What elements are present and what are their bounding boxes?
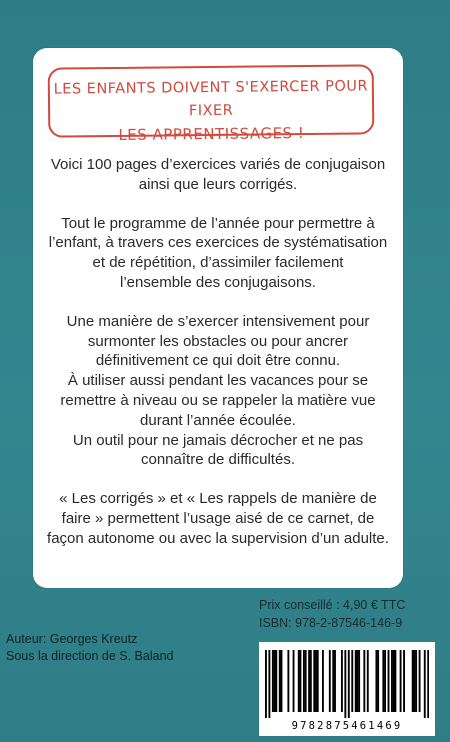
- barcode-bar: [265, 650, 267, 718]
- barcode-bar: [375, 650, 377, 712]
- barcode-bar: [303, 650, 305, 712]
- barcode-bar: [300, 650, 302, 712]
- barcode-bar: [310, 650, 312, 712]
- description-text: [44, 155, 392, 568]
- barcode-bar: [356, 650, 358, 712]
- text-line: l’enfant, à travers ces exercices de systématisation: [48, 234, 388, 252]
- barcode-bar: [279, 650, 281, 712]
- paragraph-method: [44, 312, 392, 470]
- text-line: remettre à niveau ou se rappeler la matière vue: [60, 391, 376, 409]
- text-line: ainsi que leurs corrigés.: [138, 175, 298, 193]
- barcode-bar: [393, 650, 395, 712]
- barcode-bar: [377, 650, 379, 712]
- barcode-bar: [363, 650, 365, 712]
- barcode-bar: [315, 650, 317, 712]
- barcode-bar: [341, 650, 343, 712]
- headline-banner: [48, 64, 375, 144]
- banner-line-1: LES ENFANTS DOIVENT S'EXERCER POUR FIXER: [53, 78, 369, 120]
- barcode-bar: [382, 650, 384, 712]
- barcode-bar: [391, 650, 393, 712]
- author-info: [6, 631, 173, 665]
- text-line: connaître de difficultés.: [141, 451, 295, 469]
- barcode-bar: [317, 650, 319, 712]
- barcode: [259, 642, 435, 736]
- barcode-bar: [394, 650, 396, 712]
- text-line: Tout le programme de l’année pour permettre à: [61, 214, 375, 232]
- barcode-bar: [272, 650, 274, 712]
- barcode-bar: [334, 650, 336, 712]
- paragraph-corriges: [44, 489, 392, 548]
- barcode-bar: [305, 650, 307, 712]
- barcode-bar: [358, 650, 360, 712]
- barcode-bar: [351, 650, 353, 712]
- barcode-bar: [355, 650, 357, 712]
- text-line: À utiliser aussi pendant les vacances pour se: [67, 372, 369, 390]
- barcode-bar: [275, 650, 277, 712]
- barcode-bar: [274, 650, 276, 712]
- paragraph-program: [44, 214, 392, 293]
- paragraph-intro: [44, 155, 392, 195]
- text-line: « Les corrigés » et « Les rappels de manière de: [59, 490, 377, 508]
- barcode-bar: [348, 650, 350, 718]
- direction-line: Sous la direction de S. Baland: [6, 649, 174, 663]
- text-line: façon autonome ou avec la supervision d’un adulte.: [47, 529, 389, 547]
- text-line: faire » permettent l’usage aisé de ce carnet, de: [61, 509, 375, 527]
- text-line: durant l’année écoulée.: [140, 411, 296, 429]
- barcode-bar: [308, 650, 310, 712]
- barcode-bar: [415, 650, 417, 712]
- isbn-line: ISBN: 978-2-87546-146-9: [259, 616, 403, 630]
- barcode-bar: [400, 650, 402, 712]
- barcode-bar: [367, 650, 369, 712]
- barcode-bar: [313, 650, 315, 712]
- text-line: Une manière de s’exercer intensivement pour: [66, 312, 370, 330]
- barcode-bar: [344, 650, 346, 718]
- barcode-bar: [419, 650, 421, 712]
- barcode-bar: [413, 650, 415, 712]
- barcode-bar: [298, 650, 300, 712]
- barcode-bar: [268, 650, 270, 718]
- price-line: Prix conseillé : 4,90 € TTC: [259, 598, 406, 612]
- banner-line-2: LES APPRENTISSAGES !: [118, 124, 305, 144]
- barcode-bar: [388, 650, 390, 712]
- barcode-bar: [424, 650, 426, 718]
- barcode-bar: [384, 650, 386, 712]
- text-line: Un outil pour ne jamais décrocher et ne pas: [72, 431, 364, 449]
- text-line: surmonter les obstacles ou pour ancrer: [87, 332, 349, 350]
- barcode-bar: [412, 650, 414, 712]
- barcode-number: 9782875461469: [291, 720, 403, 732]
- author-line: Auteur: Georges Kreutz: [6, 632, 138, 646]
- barcode-bar: [293, 650, 295, 712]
- text-line: et de répétition, d’assimiler facilement: [92, 254, 344, 272]
- barcode-bar: [403, 650, 405, 712]
- text-line: définitivement ce qui doit être connu.: [95, 352, 341, 370]
- barcode-bar: [329, 650, 331, 712]
- text-line: l’ensemble des conjugaisons.: [120, 273, 316, 291]
- barcode-bar: [427, 650, 429, 718]
- barcode-bars: [265, 650, 429, 718]
- barcode-bar: [332, 650, 334, 712]
- barcode-bar: [322, 650, 324, 712]
- text-line: Voici 100 pages d’exercices variés de conjugaison: [50, 156, 386, 173]
- barcode-bar: [281, 650, 283, 712]
- price-info: [259, 596, 405, 632]
- barcode-bar: [287, 650, 289, 712]
